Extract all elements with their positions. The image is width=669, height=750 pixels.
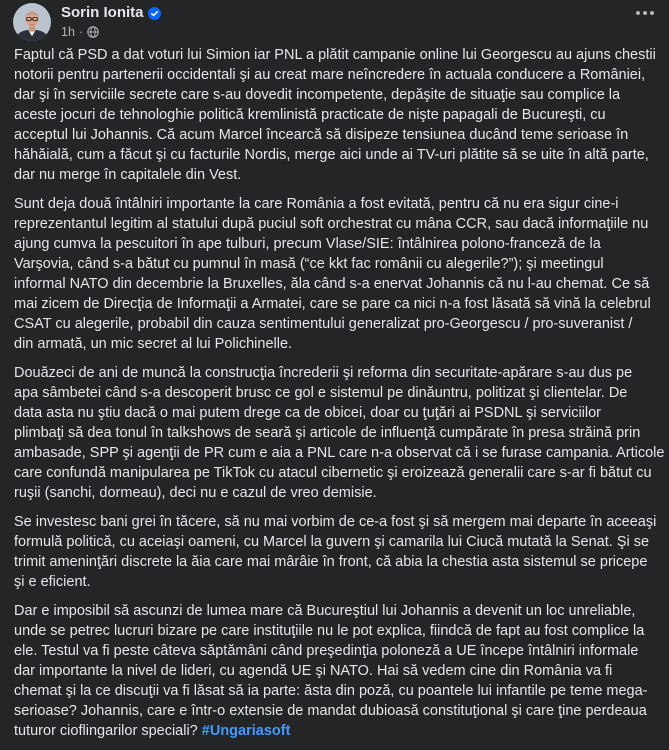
post-text-line: unde se petrec lucruri bizare pe care instituţiile nu le pot explica, fiindcă de fapt au fost complice la	[14, 623, 645, 639]
more-options-icon[interactable]	[633, 5, 657, 21]
hashtag-link[interactable]: #Ungariasoft	[201, 723, 291, 739]
post-paragraph	[14, 45, 659, 185]
post-text-line: ambasade, SPP şi agenţii de PR cum e aia a PNL care n-a observat că i se furase campania. Articole	[14, 445, 665, 461]
post-text-line: Sunt deja două întâlniri importante la care România a fost evitată, pentru că nu era sigur cine-i	[14, 196, 619, 212]
meta-separator: ·	[78, 25, 84, 39]
post-text-line: chemat şi la ce discuţii va fi lăsat să ia parte: ăsta din poză, cu poantele lui infantile pe teme mega-	[14, 683, 648, 699]
author-row	[61, 3, 161, 23]
post-text-line: notorii pentru partenerii occidentali şi au creat mare neîncredere în actuala conducere a României,	[14, 67, 646, 83]
globe-icon	[87, 26, 99, 38]
post-text-line: care confundă manipularea pe TikTok cu atacul cibernetic şi eroizează generalii care s-ar fi bătut cu	[14, 465, 652, 481]
post-text-line: data asta nu ştiu dacă o mai putem drege ca de obicei, doar cu ţuţări ai PSDNL şi serviciilor	[14, 405, 602, 421]
post-text-line: ruşii (sanchi, dormeau), deci nu e cazul de vreo demisie.	[14, 485, 377, 501]
verified-badge-icon	[148, 7, 161, 20]
post-meta	[61, 24, 99, 40]
post-text-line: CSAT cu alegerile, probabil din cauza sentimentului generalizat pro-Georgescu / pro-suveranist /	[14, 316, 633, 332]
author-name[interactable]: Sorin Ionita	[61, 4, 144, 21]
post-text-line: dar nu merge în capitalele din Vest.	[14, 167, 242, 183]
post-text-line: Douăzeci de ani de muncă la construcţia încrederii şi reforma din securitate-apărare s-au dus pe	[14, 365, 633, 381]
post-text-line: mai zicem de Direcţia de Informaţii a Armatei, care se pare ca nici n-a fost lăsată să vină la celebrul	[14, 296, 651, 312]
post-text-line: din armată, un mic secret al lui Polichinelle.	[14, 336, 293, 352]
post-text-line: acceptul lui Johannis. Că acum Marcel încearcă să disipeze tensiunea ducând teme serioase în	[14, 127, 629, 143]
post-text-line: dar importante la nivel de lideri, cu agendă UE şi NATO. Hai să vedem cine din România va fi	[14, 663, 613, 679]
post-text-line: şi e eficient.	[14, 574, 91, 590]
post-text	[14, 45, 665, 750]
post-paragraph	[14, 194, 659, 354]
post-text-segment: tuturor cioflingarilor speciali?	[14, 723, 202, 739]
post-text-line: formulă politică, cu aceiaşi oameni, cu Marcel la guvern şi camarila lui Ciucă mutată la Senat. Şi se	[14, 534, 650, 550]
post-paragraph	[14, 601, 659, 741]
post-paragraph	[14, 363, 665, 503]
post-timestamp[interactable]: 1h	[61, 25, 75, 39]
post-text-line: plimbaţi să dea tonul în talkshows de seară şi articole de influenţă cumpărate în presa străină prin	[14, 425, 641, 441]
avatar[interactable]	[13, 3, 51, 41]
post-text-line: apa sâmbetei când s-a descoperit brusc ce gol e sistemul pe dinăuntru, politizat şi clientelar. De	[14, 385, 628, 401]
post-paragraph	[14, 512, 659, 592]
post-text-line: reprezentantul legitim al statului după puciul soft orchestrat cu mâna CCR, sau dacă informaţiile nu	[14, 216, 649, 232]
avatar-photo	[13, 3, 51, 41]
post-text-line: trimit ameninţări discrete la ăia care mai mârâie în front, că abia la chestia asta sistemul se pricepe	[14, 554, 648, 570]
post-text-line-with-hashtag	[14, 721, 659, 741]
post-text-line: Faptul că PSD a dat voturi lui Simion iar PNL a plătit campanie online lui Georgescu au ajuns chestii	[14, 47, 656, 63]
post-text-line: serioase? Johannis, care e într-o extensie de mandat dubioasă constituţional şi care ţine perdeaua	[14, 703, 647, 719]
post-text-line: hăhăială, cum a făcut şi cu facturile Nordis, merge aici unde ai TV-uri plătite să se uite în altă parte,	[14, 147, 649, 163]
post-text-line: Dar e imposibil să ascunzi de lumea mare că Bucureştiul lui Johannis a devenit un loc unreliable,	[14, 603, 636, 619]
post-text-line: Se investesc bani grei în tăcere, să nu mai vorbim de ce-a fost şi să mergem mai departe în aceeaşi	[14, 514, 657, 530]
post-text-line: informal NATO din decembrie la Bruxelles, ăla când s-a enervat Johannis că nu l-au chemat. Ce să	[14, 276, 650, 292]
post-text-line: dar şi în serviciile secrete care s-au dovedit incompetente, depăşite de situaţie sau complice la	[14, 87, 621, 103]
post-text-line: Varşovia, când s-a bătut cu pumnul în masă (“ce kkt fac românii cu alegerile?”); şi meetingul	[14, 256, 604, 272]
post-text-line: ajung cumva la pescuitori în ape tulburi, precum Vlase/SIE: întâlnirea polono-franceză de la	[14, 236, 601, 252]
post-text-line: aceste jocuri de tehnologhie politică kremlinistă practicate de nişte papagali de Bucureşti, cu	[14, 107, 606, 123]
post-text-line: ele. Testul va fi peste câteva săptămâni când preşedinţia poloneză a UE începe întâlniri informale	[14, 643, 639, 659]
